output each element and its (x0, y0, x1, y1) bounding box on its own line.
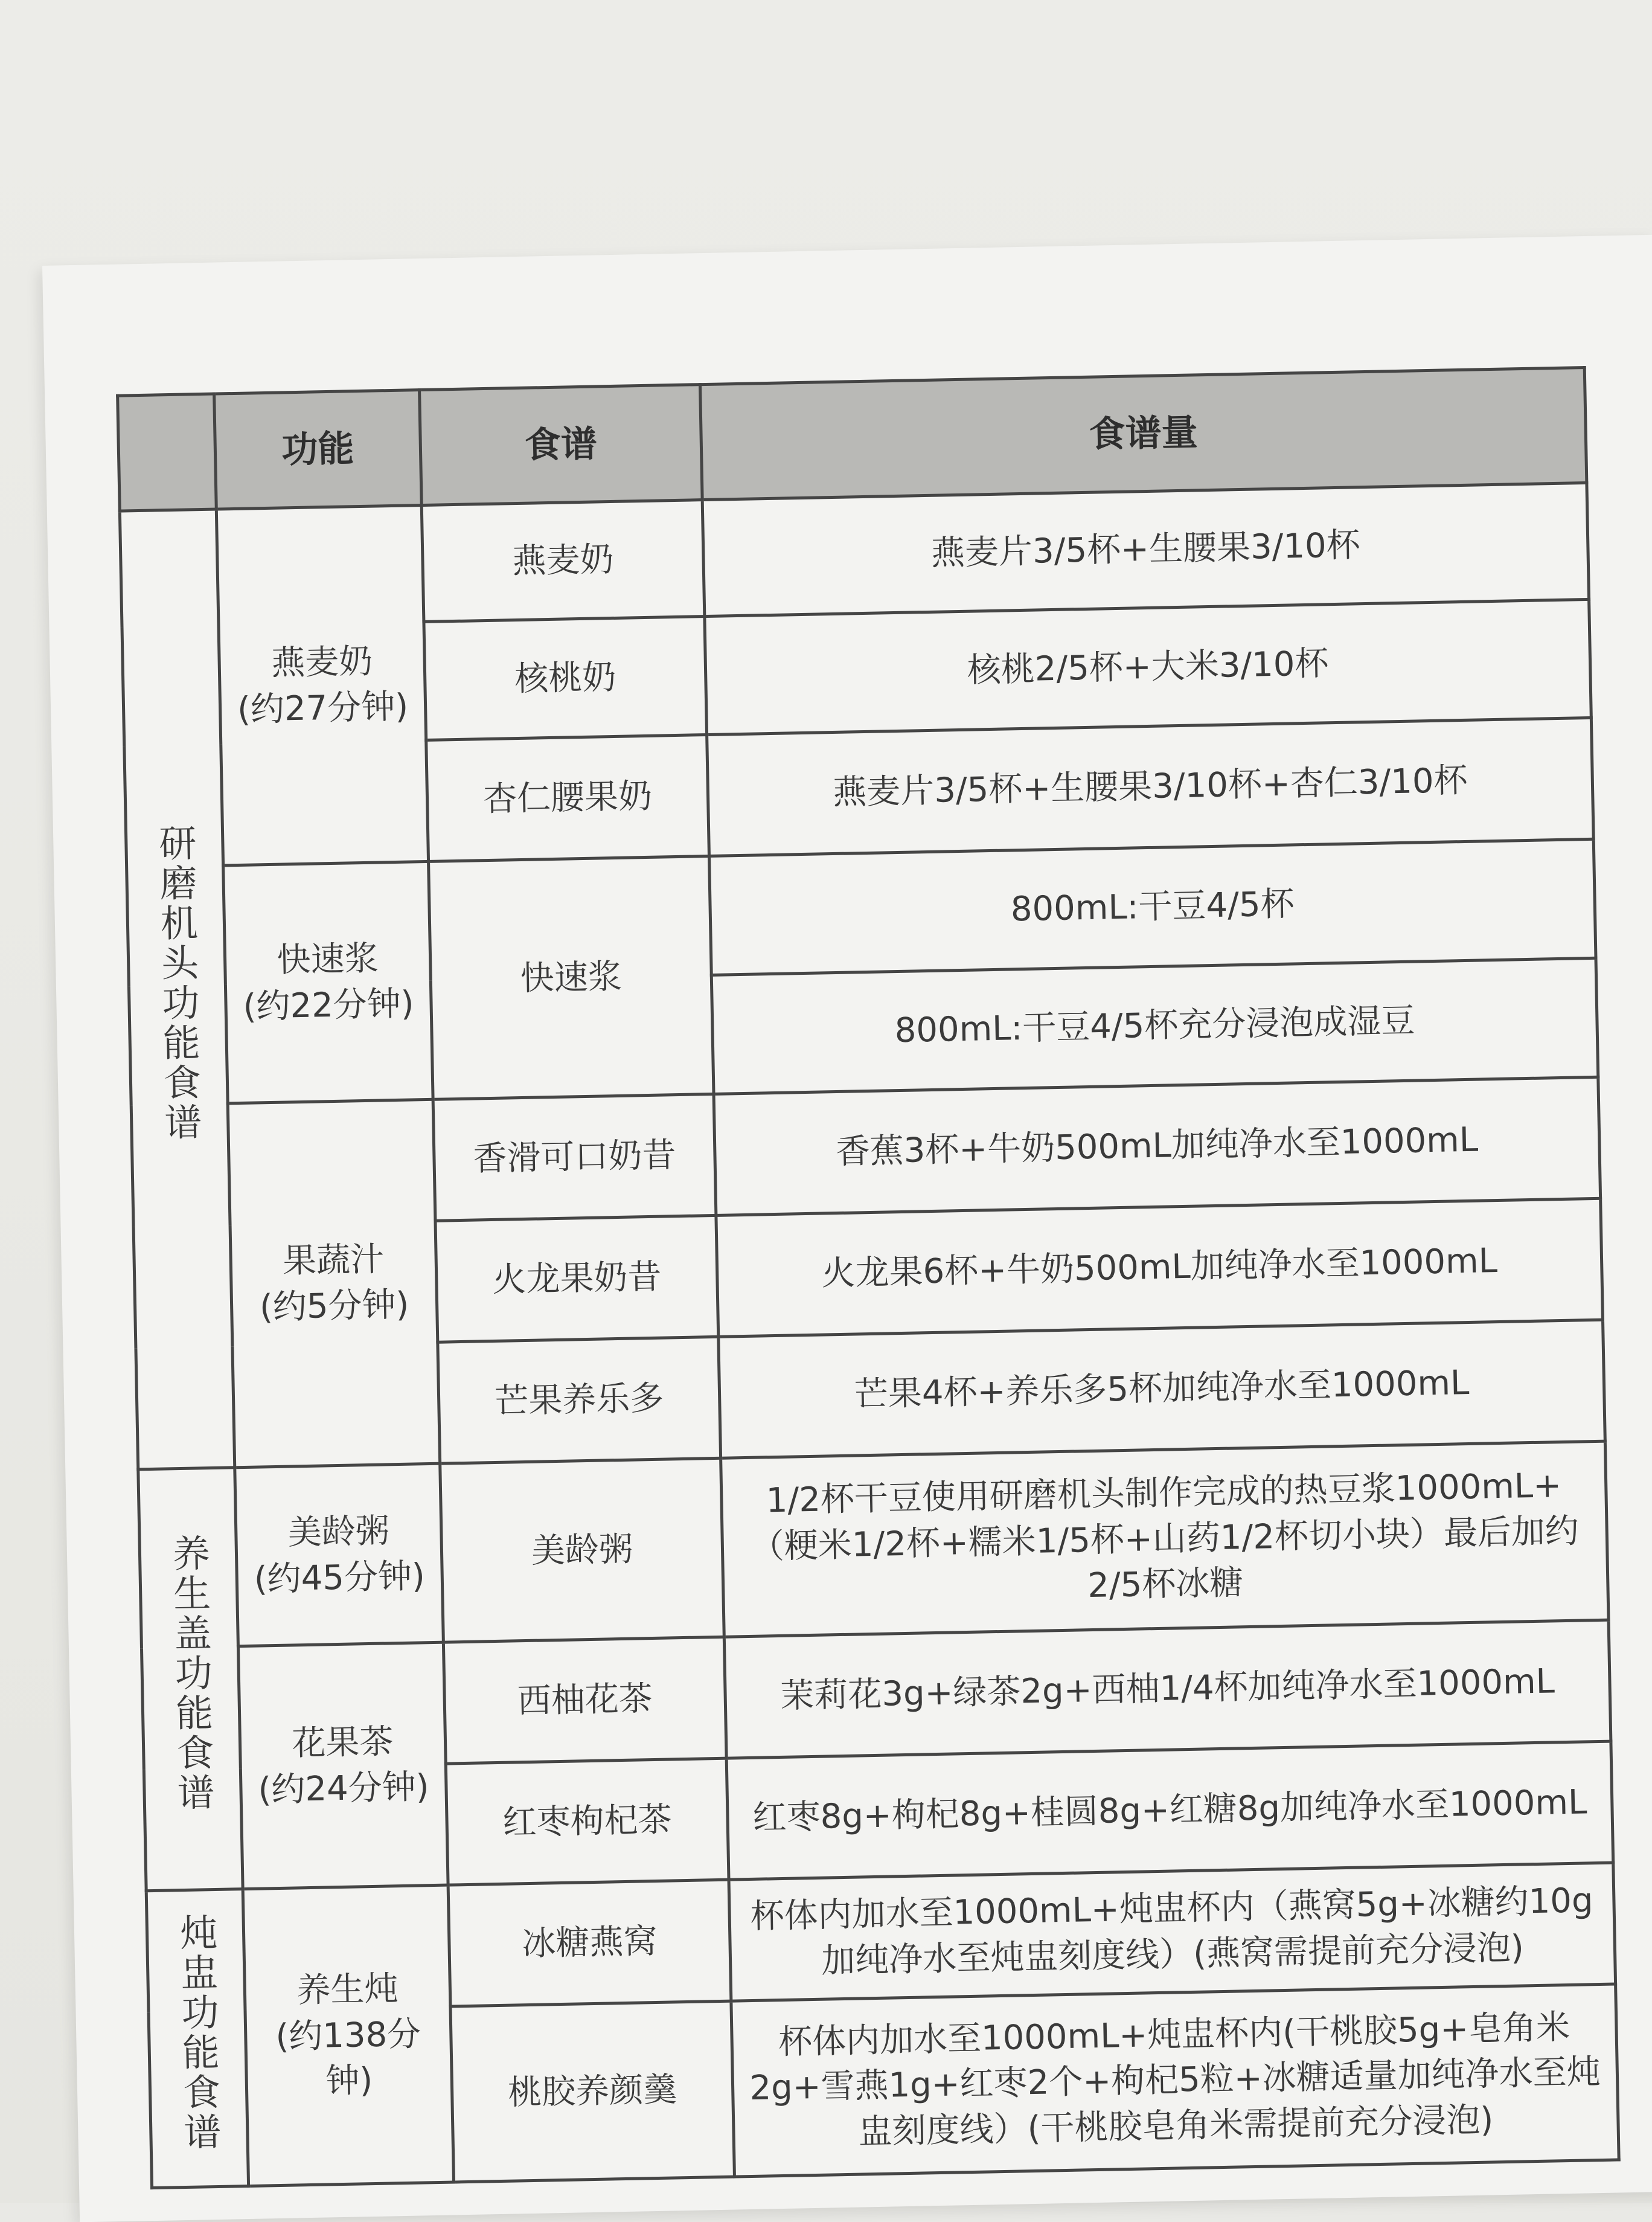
function-cell (223, 861, 434, 1103)
recipe-cell: 核桃奶 (424, 617, 707, 740)
category-label: 研磨机头功能食谱 (152, 823, 203, 1143)
amount-cell: 杯体内加水至1000mL+炖盅杯内（燕窝5g+冰糖约10g加纯净水至炖盅刻度线）(燕窝需提前充分浸泡) (729, 1863, 1616, 2001)
recipe-cell: 快速浆 (429, 856, 714, 1099)
recipe-cell: 香滑可口奶昔 (433, 1094, 716, 1221)
function-cell (216, 506, 428, 865)
manual-page (42, 235, 1652, 2222)
recipe-cell: 芒果养乐多 (438, 1337, 721, 1463)
header-amount: 食谱量 (700, 367, 1586, 499)
amount-cell: 800mL:干豆4/5杯充分浸泡成湿豆 (711, 958, 1598, 1094)
category-label: 炖盅功能食谱 (173, 1912, 222, 2153)
function-cell (243, 1885, 453, 2186)
amount-cell: 800mL:干豆4/5杯 (709, 839, 1596, 975)
function-name: 美龄粥 (287, 1511, 390, 1553)
recipe-cell: 火龙果奶昔 (435, 1215, 719, 1342)
function-name: 果蔬汁 (282, 1239, 385, 1282)
amount-cell: 核桃2/5杯+大米3/10杯 (705, 599, 1591, 734)
function-cell (238, 1642, 448, 1889)
function-time: (约45分钟) (254, 1556, 426, 1599)
header-recipe: 食谱 (420, 385, 703, 506)
category-label: 养生盖功能食谱 (165, 1533, 216, 1814)
amount-cell: 杯体内加水至1000mL+炖盅杯内(干桃胶5g+皂角米2g+雪燕1g+红枣2个+枸杞5粒+冰糖适量加纯净水至炖盅刻度线）(干桃胶皂角米需提前充分浸泡) (731, 1984, 1619, 2177)
function-time: (约22分钟) (243, 983, 415, 1027)
header-category (118, 394, 217, 511)
category-cell (138, 1468, 243, 1891)
amount-cell: 红枣8g+枸杞8g+桂圆8g+红糖8g加纯净水至1000mL (726, 1741, 1613, 1880)
recipe-cell: 冰糖燕窝 (448, 1880, 731, 2006)
function-time: (约27分钟) (237, 687, 409, 730)
amount-cell: 1/2杯干豆使用研磨机头制作完成的热豆浆1000mL+（粳米1/2杯+糯米1/5杯+山药1/2杯切小块）最后加约2/5杯冰糖 (721, 1441, 1609, 1637)
recipe-cell: 西柚花茶 (443, 1637, 726, 1764)
recipe-cell: 杏仁腰果奶 (426, 735, 709, 862)
function-name: 快速浆 (277, 939, 379, 980)
category-cell (146, 1889, 248, 2188)
function-time: (约24分钟) (257, 1767, 430, 1810)
amount-cell: 茉莉花3g+绿茶2g+西柚1/4杯加纯净水至1000mL (724, 1620, 1611, 1758)
function-time: (约5分钟) (259, 1285, 409, 1328)
amount-cell: 火龙果6杯+牛奶500mL加纯净水至1000mL (716, 1198, 1603, 1337)
table-row (138, 1441, 1609, 1648)
recipe-cell: 桃胶养颜羹 (450, 2001, 735, 2182)
recipe-cell: 美龄粥 (440, 1458, 725, 1642)
amount-cell: 芒果4杯+养乐多5杯加纯净水至1000mL (719, 1320, 1606, 1458)
recipe-cell: 红枣枸杞茶 (446, 1758, 729, 1885)
function-cell (228, 1099, 440, 1467)
amount-cell: 燕麦片3/5杯+生腰果3/10杯+杏仁3/10杯 (707, 718, 1594, 856)
amount-cell: 燕麦片3/5杯+生腰果3/10杯 (702, 483, 1589, 616)
function-name: 花果茶 (291, 1722, 394, 1764)
function-cell (235, 1463, 444, 1646)
recipe-cell: 燕麦奶 (421, 500, 705, 622)
category-cell (120, 509, 234, 1469)
header-function: 功能 (214, 390, 422, 509)
function-name: 燕麦奶 (271, 641, 373, 683)
function-name: 养生炖 (296, 1969, 399, 2011)
recipe-table (116, 366, 1621, 2189)
amount-cell: 香蕉3杯+牛奶500mL加纯净水至1000mL (714, 1077, 1601, 1215)
function-time: (约138分钟) (275, 2014, 421, 2101)
